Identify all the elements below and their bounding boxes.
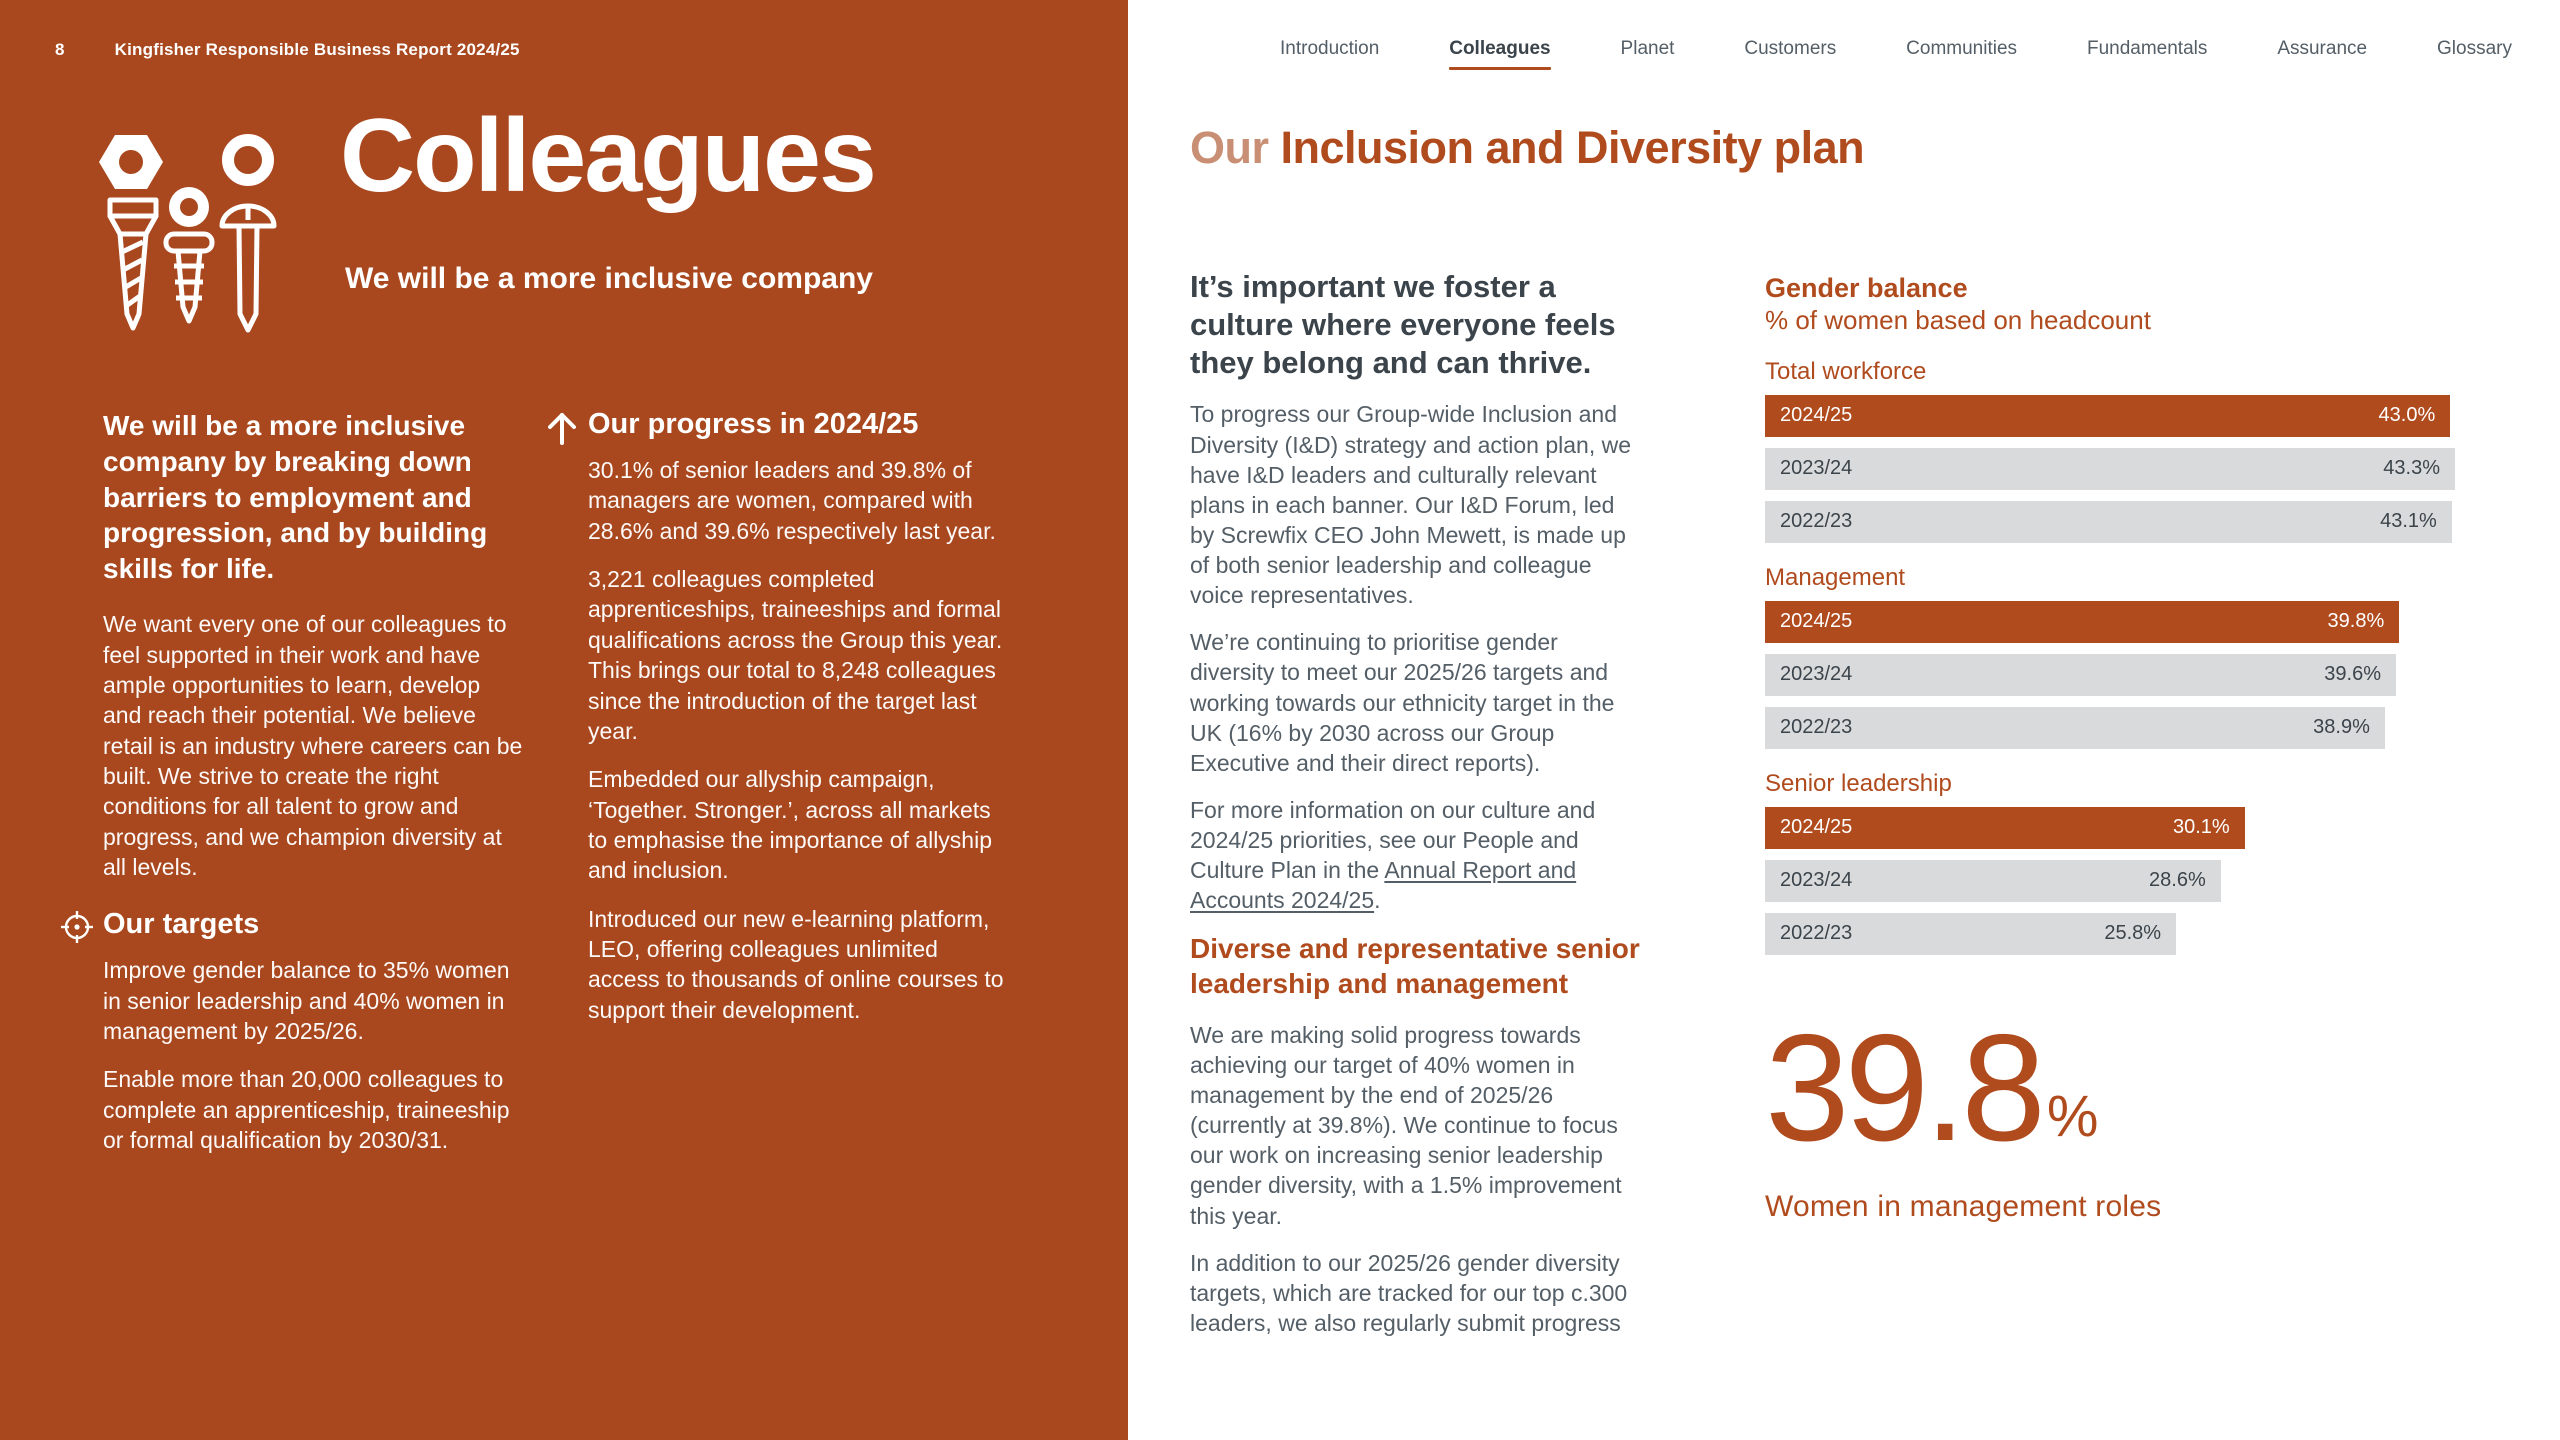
paragraph: In addition to our 2025/26 gender diversity targets, which are tracked for our top c.300 leaders, we also regularly submit progress	[1190, 1249, 1628, 1336]
paragraph: Embedded our allyship campaign, ‘Together. Stronger.’, across all markets to emphasise the importance of allyship and inclusion.	[588, 766, 992, 884]
nav-item-label: Assurance	[2277, 38, 2368, 59]
nav-item-customers[interactable]	[1744, 38, 1836, 70]
chart-bar	[1765, 654, 2396, 696]
chart-group-label: Senior leadership	[1765, 769, 1952, 797]
chart-bar	[1765, 501, 2452, 543]
stat-label: Women in management roles	[1765, 1190, 2162, 1223]
bar-value-label: 28.6%	[2149, 869, 2206, 892]
bar-value-label: 39.6%	[2324, 663, 2381, 686]
chart-bar	[1765, 448, 2455, 490]
chart-group	[1765, 770, 2455, 955]
main-text-column	[1190, 268, 1645, 1355]
paragraph-with-link	[1190, 795, 1645, 916]
top-nav	[1280, 38, 2512, 70]
target-icon	[60, 910, 94, 944]
bar-value-label: 43.1%	[2380, 510, 2437, 533]
section-title: Colleagues	[340, 98, 875, 214]
paragraph: To progress our Group-wide Inclusion and Diversity (I&D) strategy and action plan, we have I&D leaders and culturally relevant plans in each banner. Our I&D Forum, led by Screwfix CEO John Mewett, is made up of both senior leadership and colleague voice representatives.	[1190, 401, 1632, 609]
bar-value-label: 43.3%	[2383, 457, 2440, 480]
bar-category-label: 2024/25	[1780, 404, 1853, 427]
paragraph: 30.1% of senior leaders and 39.8% of managers are women, compared with 28.6% and 39.6% respectively last year.	[588, 457, 996, 544]
bar-value-label: 25.8%	[2104, 922, 2162, 945]
targets-body	[103, 955, 523, 1155]
chart-groups	[1765, 358, 2455, 955]
nav-item-label: Glossary	[2437, 38, 2512, 59]
page-title-accent: Our	[1190, 122, 1281, 173]
nav-item-introduction[interactable]	[1280, 38, 1379, 70]
nav-item-communities[interactable]	[1906, 38, 2017, 70]
annual-report-link[interactable]: Annual Report and Accounts 2024/25	[1190, 857, 1577, 914]
active-tab-underline	[1449, 67, 1550, 70]
chart-group-label: Management	[1765, 563, 1906, 591]
progress-section	[545, 408, 1010, 1025]
page-number: 8	[55, 40, 65, 59]
chart-bar	[1765, 601, 2399, 643]
page-title	[1190, 122, 1864, 174]
chart-bar	[1765, 707, 2385, 749]
bar-category-label: 2024/25	[1780, 610, 1853, 633]
nav-item-label: Fundamentals	[2086, 38, 2208, 59]
bar-category-label: 2022/23	[1780, 716, 1853, 739]
report-title: Kingfisher Responsible Business Report 2024/25	[114, 40, 520, 59]
nav-item-label: Planet	[1620, 38, 1675, 59]
arrow-up-icon	[545, 410, 579, 446]
bar-category-label: 2023/24	[1780, 457, 1853, 480]
bar-value-label: 43.0%	[2378, 404, 2436, 427]
chart-group	[1765, 358, 2455, 543]
intro-heading: It’s important we foster a culture where everyone feels they belong and can thrive.	[1190, 269, 1616, 380]
nav-item-label: Colleagues	[1449, 38, 1551, 59]
chart-group-label: Total workforce	[1765, 357, 1927, 385]
screws-fasteners-icon	[88, 122, 293, 350]
intro-paragraph: We want every one of our colleagues to feel supported in their work and have ample opportunities to learn, develop and reach their potential. We believe retail is an industry where careers can be built. We strive to create the right conditions for all talent to grow and progress, and we champion diversity at all levels.	[103, 611, 523, 881]
colleagues-section-panel	[0, 0, 1128, 1440]
bar-value-label: 39.8%	[2327, 610, 2385, 633]
bar-value-label: 30.1%	[2172, 816, 2230, 839]
chart-subtitle: % of women based on headcount	[1765, 305, 2151, 336]
targets-section	[60, 908, 523, 1155]
bar-category-label: 2024/25	[1780, 816, 1853, 839]
paragraph: Improve gender balance to 35% women in senior leadership and 40% women in management by 2025/26.	[103, 957, 510, 1045]
chart-bar	[1765, 913, 2176, 955]
stat-unit: %	[2046, 1084, 2099, 1149]
chart-group	[1765, 564, 2455, 749]
nav-item-planet[interactable]	[1621, 38, 1675, 70]
nav-item-glossary[interactable]	[2437, 38, 2512, 70]
paragraph: 3,221 colleagues completed apprenticeships, traineeships and formal qualifications across the Group this year. This brings our total to 8,248 colleagues since the introduction of the target last year.	[588, 566, 1003, 744]
big-stat	[1765, 1003, 2162, 1224]
left-text-column	[60, 408, 523, 1174]
section-subtitle: We will be a more inclusive company	[345, 262, 873, 295]
nav-item-assurance[interactable]	[2277, 38, 2367, 70]
gender-balance-chart	[1765, 272, 2455, 966]
progress-body	[588, 455, 1010, 1025]
lead-statement: We will be a more inclusive company by breaking down barriers to employment and progression, and by building skills for life.	[103, 410, 488, 585]
paragraph-text: .	[1374, 887, 1381, 914]
bar-category-label: 2023/24	[1780, 869, 1853, 892]
paragraph: We are making solid progress towards achieving our target of 40% women in management by the end of 2025/26 (currently at 39.8%). We continue to focus our work on increasing senior leadership gender diversity, with a 1.5% improvement this year.	[1190, 1021, 1622, 1229]
chart-bar	[1765, 395, 2450, 437]
paragraph: Enable more than 20,000 colleagues to complete an apprenticeship, traineeship or formal qualification by 2030/31.	[103, 1066, 510, 1154]
stat-value	[1765, 1003, 2161, 1173]
page-title-rest: Inclusion and Diversity plan	[1280, 122, 1865, 173]
nav-item-fundamentals[interactable]	[2087, 38, 2207, 70]
chart-title: Gender balance	[1765, 273, 1968, 303]
progress-heading: Our progress in 2024/25	[588, 408, 919, 440]
nav-item-colleagues[interactable]	[1449, 38, 1550, 70]
bar-category-label: 2023/24	[1780, 663, 1853, 686]
bar-category-label: 2022/23	[1780, 922, 1853, 945]
targets-heading: Our targets	[103, 908, 260, 941]
bar-value-label: 38.9%	[2313, 716, 2370, 739]
nav-item-label: Communities	[1906, 38, 2018, 59]
paragraph: Introduced our new e-learning platform, LEO, offering colleagues unlimited access to thousands of online courses to support their development.	[588, 905, 1004, 1023]
nav-item-label: Customers	[1744, 38, 1837, 59]
chart-bar	[1765, 860, 2221, 902]
bar-category-label: 2022/23	[1780, 510, 1853, 533]
report-header	[55, 40, 520, 60]
paragraph: We’re continuing to prioritise gender diversity to meet our 2025/26 targets and working towards our ethnicity target in the UK (16% by 2030 across our Group Executive and their direct reports).	[1190, 629, 1615, 776]
nav-item-label: Introduction	[1280, 38, 1380, 59]
right-text-column	[545, 408, 1010, 1043]
chart-bar	[1765, 807, 2245, 849]
subsection-heading: Diverse and representative senior leadership and management	[1190, 933, 1640, 999]
stat-number: 39.8	[1765, 1003, 2041, 1173]
paragraph-text: For more information on our culture and 2024/25 priorities, see our People and Culture Plan in the	[1190, 796, 1596, 884]
